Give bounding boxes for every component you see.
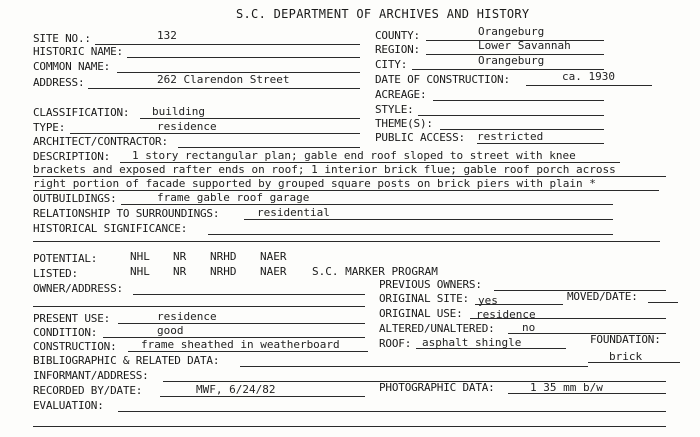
original-site-label: ORIGINAL SITE: (379, 292, 469, 305)
classification-line (140, 118, 360, 119)
potential-nhl: NHL (130, 250, 150, 263)
date-construction-label: DATE OF CONSTRUCTION: (375, 73, 510, 86)
site-no-value: 132 (157, 29, 177, 42)
city-label: CITY: (375, 58, 408, 71)
county-value: Orangeburg (478, 25, 545, 38)
historical-significance-line (208, 234, 613, 235)
condition-label: CONDITION: (33, 326, 98, 339)
public-access-value: restricted (477, 130, 544, 143)
region-label: REGION: (375, 43, 420, 56)
type-value: residence (157, 120, 217, 133)
recorded-by-label: RECORDED BY/DATE: (33, 384, 143, 397)
original-site-line (475, 304, 563, 305)
original-use-value: residence (476, 308, 536, 321)
construction-label: CONSTRUCTION: (33, 340, 117, 353)
altered-label: ALTERED/UNALTERED: (379, 322, 495, 335)
altered-value: no (522, 321, 536, 334)
construction-line (128, 351, 368, 352)
classification-label: CLASSIFICATION: (33, 106, 130, 119)
address-value: 262 Clarendon Street (157, 73, 290, 86)
site-no-label: SITE NO.: (33, 32, 91, 45)
acreage-line (433, 100, 604, 101)
county-label: COUNTY: (375, 29, 420, 42)
style-line (418, 115, 604, 116)
bibliographic-label: BIBLIOGRAPHIC & RELATED DATA: (33, 354, 220, 367)
common-name-label: COMMON NAME: (33, 60, 111, 73)
description-rule-3 (33, 190, 659, 191)
city-value: Orangeburg (478, 54, 545, 67)
outbuildings-line (121, 204, 613, 205)
owner-address-line (133, 294, 365, 295)
recorded-by-value: MWF, 6/24/82 (196, 383, 276, 396)
evaluation-label: EVALUATION: (33, 399, 104, 412)
address-line (88, 88, 360, 89)
outbuildings-label: OUTBUILDINGS: (33, 192, 117, 205)
relationship-line (244, 219, 613, 220)
roof-line (416, 348, 566, 349)
roof-label: ROOF: (379, 337, 412, 350)
historic-name-line (127, 57, 360, 58)
public-access-line (477, 143, 604, 144)
description-label: DESCRIPTION: (33, 150, 111, 163)
architect-line (178, 147, 360, 148)
listed-naer: NAER (260, 265, 287, 278)
roof-value: asphalt shingle (422, 336, 522, 349)
marker-program-label: S.C. MARKER PROGRAM (312, 265, 438, 278)
listed-label: LISTED: (33, 267, 78, 280)
photographic-value: 1 35 mm b/w (530, 381, 603, 394)
listed-nr: NR (173, 265, 187, 278)
style-label: STYLE: (375, 103, 414, 116)
public-access-label: PUBLIC ACCESS: (375, 131, 465, 144)
address-label: ADDRESS: (33, 76, 85, 89)
potential-nr: NR (173, 250, 187, 263)
historical-significance-label: HISTORICAL SIGNIFICANCE: (33, 222, 188, 235)
outbuildings-value: frame gable roof garage (157, 191, 310, 204)
date-construction-value: ca. 1930 (562, 70, 615, 83)
present-use-value: residence (157, 310, 217, 323)
foundation-label: FOUNDATION: (590, 333, 661, 346)
original-site-value: yes (478, 294, 498, 307)
evaluation-line-2 (33, 426, 666, 427)
owner-address-line-2 (33, 306, 365, 307)
present-use-line (118, 323, 365, 324)
site-no-line (95, 44, 360, 45)
description-line-1: 1 story rectangular plan; gable end roof sloped to street with knee (132, 149, 576, 162)
evaluation-line (118, 411, 666, 412)
bibliographic-line (240, 366, 588, 367)
listed-nrhd: NRHD (210, 265, 237, 278)
condition-value: good (157, 324, 184, 337)
recorded-by-line (160, 396, 365, 397)
classification-value: building (152, 105, 205, 118)
architect-label: ARCHITECT/CONTRACTOR: (33, 135, 168, 148)
description-line-2: brackets and exposed rafter ends on roof; 1 interior brick flue; gable roof porch across (33, 163, 616, 176)
relationship-value: residential (257, 206, 330, 219)
photographic-line (508, 393, 666, 394)
foundation-line (588, 362, 680, 363)
owner-address-label: OWNER/ADDRESS: (33, 282, 123, 295)
original-use-label: ORIGINAL USE: (379, 307, 463, 320)
region-value: Lower Savannah (478, 39, 571, 52)
informant-label: INFORMANT/ADDRESS: (33, 369, 149, 382)
description-line-3: right portion of facade supported by grouped square posts on brick piers with plain * (33, 177, 596, 190)
photographic-label: PHOTOGRAPHIC DATA: (379, 381, 495, 394)
previous-owners-label: PREVIOUS OWNERS: (379, 278, 482, 291)
form-header: S.C. DEPARTMENT OF ARCHIVES AND HISTORY (236, 7, 530, 21)
foundation-value: brick (609, 350, 643, 363)
moved-date-label: MOVED/DATE: (567, 290, 638, 303)
potential-naer: NAER (260, 250, 287, 263)
relationship-label: RELATIONSHIP TO SURROUNDINGS: (33, 207, 220, 220)
historic-name-label: HISTORIC NAME: (33, 45, 123, 58)
moved-date-line (648, 302, 678, 303)
listed-nhl: NHL (130, 265, 150, 278)
potential-nrhd: NRHD (210, 250, 237, 263)
potential-label: POTENTIAL: (33, 252, 98, 265)
type-line (70, 133, 360, 134)
section-divider (33, 241, 660, 242)
type-label: TYPE: (33, 121, 66, 134)
acreage-label: ACREAGE: (375, 88, 427, 101)
original-use-line (470, 318, 666, 319)
date-construction-line (526, 85, 652, 86)
construction-value: frame sheathed in weatherboard (141, 338, 340, 351)
present-use-label: PRESENT USE: (33, 312, 111, 325)
themes-label: THEME(S): (375, 117, 433, 130)
